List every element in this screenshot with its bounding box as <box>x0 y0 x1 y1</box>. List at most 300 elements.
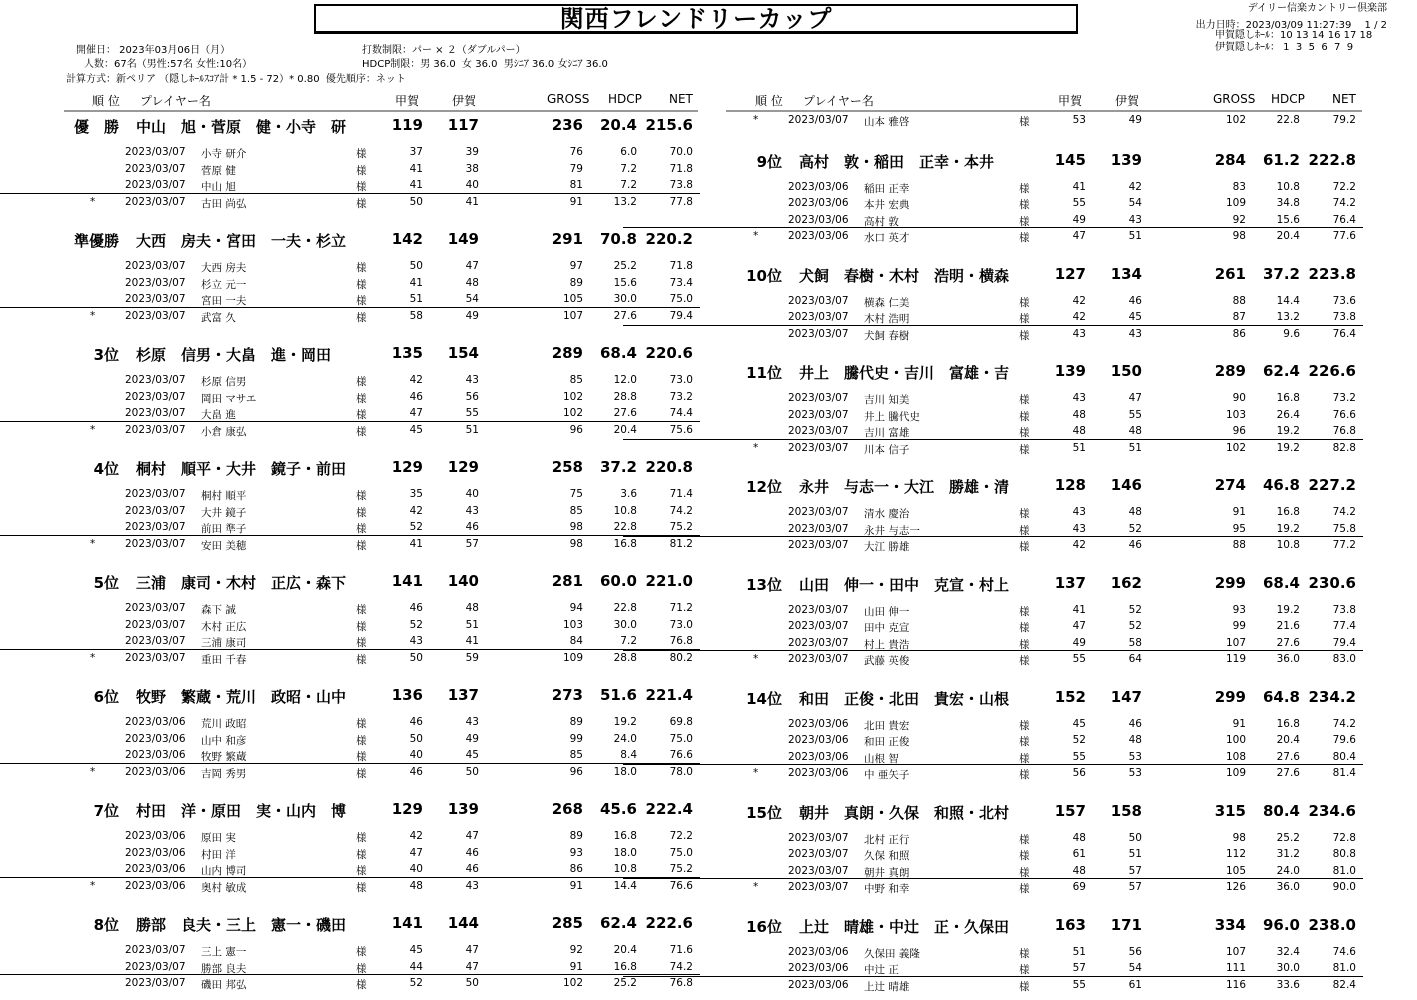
player-koga: 41 <box>1072 603 1086 616</box>
player-name: 中 亜矢子 <box>864 769 910 781</box>
player-iga: 43 <box>1128 213 1142 226</box>
play-date: 2023/03/07 <box>788 441 849 454</box>
player-koga: 47 <box>1072 620 1086 632</box>
team-gross: 285 <box>551 914 583 932</box>
team-block <box>663 570 1363 668</box>
player-iga: 46 <box>465 521 479 533</box>
honorific: 様 <box>1019 769 1030 781</box>
team-gap <box>0 438 700 454</box>
honorific: 様 <box>1019 508 1030 520</box>
team-gap <box>663 668 1363 684</box>
player-name: 岡田 マサエ <box>201 392 257 405</box>
player-koga: 42 <box>1072 294 1086 307</box>
team-gross: 281 <box>551 572 583 590</box>
play-date: 2023/03/07 <box>125 293 186 305</box>
player-iga: 42 <box>1128 180 1142 193</box>
substitute-mark: * <box>753 114 759 126</box>
player-gross: 86 <box>1232 327 1246 340</box>
team-net: 234.6 <box>1308 801 1356 820</box>
player-net: 80.4 <box>1332 750 1356 763</box>
player-net: 71.4 <box>669 488 693 500</box>
player-net: 72.2 <box>669 830 693 842</box>
player-gross: 107 <box>1225 945 1246 958</box>
team-iga: 158 <box>1110 801 1142 820</box>
player-iga: 48 <box>465 276 479 289</box>
player-iga: 45 <box>1128 311 1142 323</box>
play-date: 2023/03/07 <box>125 504 186 517</box>
player-iga: 57 <box>1128 864 1142 877</box>
player-iga: 38 <box>465 162 479 175</box>
substitute-mark: * <box>753 230 759 242</box>
player-iga: 46 <box>465 863 479 875</box>
player-koga: 51 <box>409 293 423 305</box>
team-net: 222.8 <box>1308 150 1356 169</box>
honorific: 様 <box>1019 199 1030 211</box>
player-row <box>0 617 700 634</box>
player-net: 73.4 <box>669 276 693 289</box>
player-koga: 37 <box>409 146 423 158</box>
honorific: 様 <box>1019 736 1030 748</box>
player-iga: 56 <box>1128 945 1142 958</box>
player-koga: 35 <box>409 488 423 500</box>
team-hdcp: 37.2 <box>599 458 637 476</box>
team-rank: 12位 <box>746 478 782 496</box>
substitute-mark: * <box>90 195 96 208</box>
team-hdcp: 60.0 <box>599 572 637 590</box>
player-iga: 39 <box>465 146 479 158</box>
play-date: 2023/03/07 <box>125 146 186 158</box>
player-hdcp: 13.2 <box>1276 311 1300 323</box>
header-rank: 順 位 <box>92 94 120 108</box>
player-name: 重田 千春 <box>201 653 247 666</box>
player-row <box>0 194 700 211</box>
play-date: 2023/03/07 <box>788 831 849 844</box>
team-koga: 127 <box>1054 264 1086 283</box>
team-gross: 268 <box>551 800 583 818</box>
honorific: 様 <box>1019 116 1030 128</box>
player-gross: 103 <box>1225 408 1246 421</box>
player-net: 76.8 <box>1332 425 1356 437</box>
player-name: 大江 勝雄 <box>864 541 910 553</box>
header-iga: 伊賀 <box>1115 94 1140 108</box>
player-gross: 91 <box>1232 506 1246 518</box>
player-hdcp: 20.4 <box>1276 230 1300 242</box>
honorific: 様 <box>356 490 367 502</box>
player-net: 76.4 <box>1332 213 1356 226</box>
honorific: 様 <box>1019 524 1030 537</box>
player-row <box>663 537 1363 554</box>
honorific: 様 <box>356 311 367 324</box>
player-gross: 98 <box>569 521 583 533</box>
player-row <box>0 161 700 178</box>
play-date: 2023/03/07 <box>125 179 186 191</box>
play-date: 2023/03/06 <box>125 749 186 761</box>
player-hdcp: 7.2 <box>620 635 637 647</box>
honorific: 様 <box>1019 410 1030 423</box>
play-date: 2023/03/06 <box>788 197 849 209</box>
play-date: 2023/03/07 <box>125 602 186 614</box>
player-row <box>663 309 1363 326</box>
player-koga: 40 <box>409 749 423 761</box>
player-row <box>663 732 1363 749</box>
player-name: 久保田 義隆 <box>864 947 920 960</box>
play-date: 2023/03/07 <box>125 618 186 631</box>
player-hdcp: 7.2 <box>620 179 637 191</box>
team-hdcp: 68.4 <box>1262 573 1300 592</box>
team-gross: 334 <box>1214 915 1246 934</box>
team-net: 238.0 <box>1308 915 1356 934</box>
player-name: 宮田 一夫 <box>201 295 247 307</box>
header-player: プレイヤー名 <box>803 94 874 108</box>
honorific: 様 <box>356 409 367 421</box>
team-rank: 3位 <box>93 346 119 364</box>
player-name: 朝井 真朗 <box>864 866 910 879</box>
team-name: 和田 正俊・北田 貴宏・山根 <box>799 689 1010 708</box>
player-koga: 46 <box>409 390 423 403</box>
player-name: 井上 騰代史 <box>864 410 920 423</box>
honorific: 様 <box>356 604 367 616</box>
player-gross: 92 <box>1232 213 1246 226</box>
player-iga: 48 <box>465 602 479 614</box>
player-net: 76.6 <box>1332 408 1356 421</box>
player-row <box>0 422 700 439</box>
player-name: 三上 憲一 <box>201 946 247 958</box>
play-date: 2023/03/07 <box>125 276 186 289</box>
team-koga: 119 <box>391 116 423 134</box>
team-rank: 準優勝 <box>73 232 119 250</box>
player-net: 75.0 <box>669 293 693 305</box>
substitute-mark: * <box>753 767 759 779</box>
player-row <box>663 521 1363 538</box>
player-gross: 96 <box>569 765 583 778</box>
player-hdcp: 16.8 <box>613 537 637 550</box>
honorific: 様 <box>356 751 367 763</box>
team-iga: 129 <box>447 458 479 476</box>
player-name: 本井 宏典 <box>864 199 910 211</box>
player-gross: 107 <box>1225 636 1246 649</box>
player-koga: 50 <box>409 651 423 664</box>
player-koga: 56 <box>1072 767 1086 779</box>
team-rank: 7位 <box>93 802 119 820</box>
player-koga: 42 <box>409 504 423 517</box>
play-date: 2023/03/07 <box>788 636 849 649</box>
play-date: 2023/03/07 <box>788 848 849 860</box>
player-net: 79.6 <box>1332 734 1356 746</box>
player-net: 76.6 <box>669 879 693 892</box>
player-koga: 51 <box>1072 945 1086 958</box>
team-net: 226.6 <box>1308 362 1356 380</box>
player-name: 北田 貴宏 <box>864 719 910 732</box>
team-net: 221.0 <box>645 572 693 590</box>
team-hdcp: 64.8 <box>1262 687 1300 706</box>
play-date: 2023/03/07 <box>125 374 186 386</box>
player-name: 木村 正広 <box>201 620 247 633</box>
player-row <box>0 177 700 194</box>
player-gross: 111 <box>1225 962 1246 974</box>
team-block <box>663 798 1363 896</box>
player-gross: 75 <box>569 488 583 500</box>
play-date: 2023/03/07 <box>125 423 186 436</box>
team-iga: 146 <box>1110 476 1142 494</box>
honorific: 様 <box>356 848 367 861</box>
player-net: 77.8 <box>669 195 693 208</box>
player-koga: 55 <box>1072 978 1086 991</box>
player-gross: 98 <box>1232 230 1246 242</box>
player-row <box>0 503 700 520</box>
honorific: 様 <box>1019 296 1030 309</box>
team-hdcp: 96.0 <box>1262 915 1300 934</box>
player-row <box>0 519 700 536</box>
player-net: 75.2 <box>669 863 693 875</box>
player-row <box>663 618 1363 635</box>
honorific: 様 <box>1019 964 1030 976</box>
team-gross: 284 <box>1214 150 1246 169</box>
team-row <box>0 910 700 936</box>
player-hdcp: 19.2 <box>1276 522 1300 535</box>
honorific: 様 <box>356 295 367 307</box>
player-hdcp: 18.0 <box>613 765 637 778</box>
play-date: 2023/03/07 <box>788 620 849 632</box>
player-gross: 99 <box>1232 620 1246 632</box>
team-block <box>663 147 1363 245</box>
player-iga: 49 <box>465 309 479 322</box>
player-gross: 89 <box>569 716 583 728</box>
player-iga: 51 <box>465 618 479 631</box>
player-iga: 47 <box>465 944 479 956</box>
player-gross: 102 <box>562 977 583 989</box>
player-row <box>0 144 700 161</box>
honorific: 様 <box>1019 443 1030 456</box>
team-koga: 128 <box>1054 476 1086 494</box>
substitute-mark: * <box>753 653 759 665</box>
player-hdcp: 15.6 <box>1276 213 1300 226</box>
player-net: 80.2 <box>669 651 693 664</box>
player-gross: 109 <box>1225 197 1246 209</box>
player-row <box>663 179 1363 196</box>
team-gap <box>0 666 700 682</box>
player-iga: 51 <box>1128 848 1142 860</box>
honorific: 様 <box>1019 215 1030 228</box>
player-iga: 48 <box>1128 425 1142 437</box>
team-koga: 163 <box>1054 915 1086 934</box>
header-gross: GROSS <box>547 92 590 106</box>
player-koga: 42 <box>1072 539 1086 551</box>
player-iga: 41 <box>465 195 479 208</box>
player-name: 稲田 正幸 <box>864 182 910 195</box>
honorific: 様 <box>1019 655 1030 667</box>
event-date: 開催日： 2023年03月06日（月） <box>76 45 231 56</box>
player-hdcp: 27.6 <box>613 309 637 322</box>
team-block <box>0 340 700 438</box>
player-koga: 45 <box>409 944 423 956</box>
calc-method: 計算方式：新ペリア （隠しﾎｰﾙｽｺｱ計 * 1.5 - 72）* 0.80 優先順序：ネット <box>66 74 406 85</box>
player-koga: 49 <box>1072 636 1086 649</box>
honorific: 様 <box>1019 850 1030 862</box>
team-gross: 299 <box>1214 687 1246 706</box>
play-date: 2023/03/06 <box>125 765 186 778</box>
player-hdcp: 10.8 <box>1276 539 1300 551</box>
player-net: 80.8 <box>1332 848 1356 860</box>
team-iga: 139 <box>1110 150 1142 169</box>
player-hdcp: 22.8 <box>1276 114 1300 126</box>
header-koga: 甲賀 <box>395 94 420 108</box>
substitute-mark: * <box>90 309 96 322</box>
player-net: 73.8 <box>669 179 693 191</box>
player-net: 74.6 <box>1332 945 1356 958</box>
header-koga: 甲賀 <box>1058 94 1083 108</box>
participant-count: 人数：67名（男性:57名 女性:10名） <box>84 59 253 70</box>
stroke-limit: 打数制限：パー × ２（ダブルパー） <box>362 45 526 56</box>
team-name: 中山 旭・菅原 健・小寺 研 <box>136 118 347 136</box>
player-hdcp: 27.6 <box>1276 750 1300 763</box>
team-rank: 4位 <box>93 460 119 478</box>
player-net: 82.4 <box>1332 978 1356 991</box>
player-iga: 52 <box>1128 603 1142 616</box>
player-gross: 96 <box>1232 425 1246 437</box>
team-row <box>663 261 1363 287</box>
player-iga: 40 <box>465 179 479 191</box>
team-block <box>0 568 700 666</box>
player-net: 74.2 <box>1332 717 1356 730</box>
player-row <box>0 372 700 389</box>
team-koga: 137 <box>1054 573 1086 592</box>
team-block <box>0 112 700 210</box>
play-date: 2023/03/06 <box>125 732 186 745</box>
team-row <box>663 684 1363 710</box>
play-date: 2023/03/06 <box>125 846 186 859</box>
player-iga: 51 <box>1128 230 1142 242</box>
team-iga: 162 <box>1110 573 1142 592</box>
player-hdcp: 7.2 <box>620 162 637 175</box>
player-koga: 55 <box>1072 750 1086 763</box>
player-gross: 91 <box>569 195 583 208</box>
player-name: 山田 伸一 <box>864 605 910 618</box>
player-hdcp: 20.4 <box>1276 734 1300 746</box>
player-gross: 98 <box>569 537 583 550</box>
team-row <box>0 796 700 822</box>
player-koga: 47 <box>409 407 423 419</box>
player-gross: 116 <box>1225 978 1246 991</box>
play-date: 2023/03/07 <box>788 522 849 535</box>
honorific: 様 <box>356 278 367 291</box>
player-row <box>0 747 700 764</box>
player-iga: 53 <box>1128 750 1142 763</box>
player-row <box>663 440 1363 457</box>
team-name: 山田 伸一・田中 克宣・村上 <box>799 575 1010 594</box>
player-gross: 102 <box>1225 114 1246 126</box>
player-row <box>0 764 700 781</box>
team-gap <box>0 894 700 910</box>
player-gross: 99 <box>569 732 583 745</box>
player-gross: 81 <box>569 179 583 191</box>
player-net: 76.8 <box>669 977 693 989</box>
player-hdcp: 19.2 <box>1276 441 1300 454</box>
team-rank: 9位 <box>756 152 782 171</box>
player-row <box>0 308 700 325</box>
player-row <box>0 486 700 503</box>
player-gross: 100 <box>1225 734 1246 746</box>
player-koga: 48 <box>1072 425 1086 437</box>
player-net: 83.0 <box>1332 653 1356 665</box>
player-gross: 93 <box>569 846 583 859</box>
team-block <box>663 261 1363 343</box>
player-net: 72.8 <box>1332 831 1356 844</box>
player-hdcp: 30.0 <box>613 293 637 305</box>
player-hdcp: 6.0 <box>620 146 637 158</box>
honorific: 様 <box>356 653 367 666</box>
player-name: 北村 正行 <box>864 833 910 846</box>
team-iga: 149 <box>447 230 479 248</box>
player-gross: 119 <box>1225 653 1246 665</box>
header-hdcp: HDCP <box>608 92 642 106</box>
player-gross: 107 <box>562 309 583 322</box>
player-name: 村田 洋 <box>201 848 236 861</box>
player-net: 71.8 <box>669 260 693 272</box>
honorific: 様 <box>1019 719 1030 732</box>
honorific: 様 <box>1019 232 1030 244</box>
play-date: 2023/03/06 <box>788 962 849 974</box>
player-koga: 46 <box>409 716 423 728</box>
player-name: 和田 正俊 <box>864 736 910 748</box>
player-iga: 50 <box>1128 831 1142 844</box>
player-iga: 48 <box>1128 734 1142 746</box>
play-date: 2023/03/07 <box>125 651 186 664</box>
team-block <box>663 684 1363 782</box>
play-date: 2023/03/07 <box>125 390 186 403</box>
player-net: 77.2 <box>1332 539 1356 551</box>
team-koga: 135 <box>391 344 423 362</box>
team-block <box>0 226 700 324</box>
play-date: 2023/03/07 <box>788 392 849 404</box>
honorific: 様 <box>356 539 367 552</box>
team-net: 220.2 <box>645 230 693 248</box>
player-koga: 40 <box>409 863 423 875</box>
player-gross: 102 <box>562 407 583 419</box>
header-player: プレイヤー名 <box>140 94 211 108</box>
player-net: 73.2 <box>669 390 693 403</box>
player-gross: 85 <box>569 749 583 761</box>
player-net: 78.0 <box>669 765 693 778</box>
honorific: 様 <box>356 620 367 633</box>
player-net: 90.0 <box>1332 881 1356 893</box>
player-name: 久保 和照 <box>864 850 910 862</box>
play-date: 2023/03/07 <box>125 635 186 647</box>
player-iga: 46 <box>1128 294 1142 307</box>
player-hdcp: 30.0 <box>1276 962 1300 974</box>
player-name: 小寺 研介 <box>201 148 247 160</box>
play-date: 2023/03/06 <box>125 830 186 842</box>
player-gross: 96 <box>569 423 583 436</box>
team-koga: 129 <box>391 458 423 476</box>
player-hdcp: 16.8 <box>1276 717 1300 730</box>
team-net: 223.8 <box>1308 264 1356 283</box>
player-name: 永井 与志一 <box>864 524 920 537</box>
team-name: 勝部 良夫・三上 憲一・磯田 <box>136 916 347 934</box>
player-row <box>0 845 700 862</box>
team-hdcp: 45.6 <box>599 800 637 818</box>
player-row <box>663 960 1363 977</box>
player-row <box>663 977 1363 994</box>
player-row <box>0 878 700 895</box>
substitute-mark: * <box>90 651 96 664</box>
player-koga: 51 <box>1072 441 1086 454</box>
team-hdcp: 20.4 <box>599 116 637 134</box>
honorific: 様 <box>356 962 367 975</box>
honorific: 様 <box>356 832 367 844</box>
column-headers <box>0 92 1417 110</box>
player-name: 磯田 邦弘 <box>201 979 247 991</box>
player-koga: 44 <box>409 960 423 973</box>
